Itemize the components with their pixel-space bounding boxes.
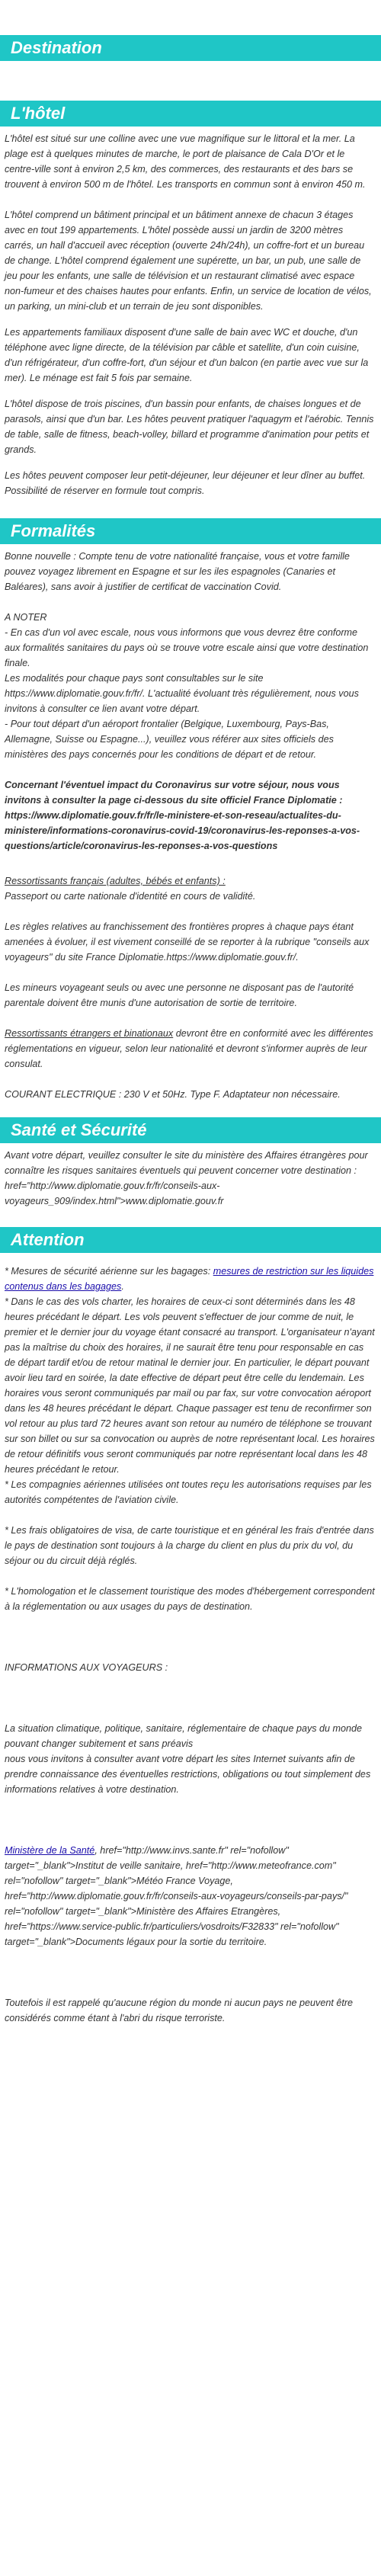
section-attention-heading: Attention	[0, 1227, 381, 1253]
attention-situation-line: nous vous invitons à consulter avant votre départ les sites Internet suivants afin de prendre connaissance des éventuelles restrictions, obligations ou tout simplement des informations relatives à votre destination.	[5, 1754, 371, 1795]
sante-paragraph: Avant votre départ, veuillez consulter le site du ministère des Affaires étrangères pour connaître les risques sanitaires éventuels qui peuvent concerner votre destination : href="http://www.diplomatie.gouv.fr/fr/conseils-aux-voyageurs_909/index.html">www.diplomatie.gouv.fr	[5, 1150, 368, 1206]
ministere-sante-link[interactable]: Ministère de la Santé	[5, 1845, 95, 1856]
formalites-paragraph-intro: Bonne nouvelle : Compte tenu de votre nationalité française, vous et votre famille pouvez voyagez librement en Espagne et sur les iles espagnoles (Canaries et Baléares), sans avoir à justifier de certificat de vaccination Covid.	[5, 551, 350, 592]
attention-baggage-prefix: * Mesures de sécurité aérienne sur les bagages:	[5, 1266, 213, 1277]
attention-charter-paragraph: * Dans le cas des vols charter, les horaires de ceux-ci sont déterminés dans les 48 heures précédant le départ. Les vols peuvent s'effectuer de jour comme de nuit, le premier et le dernier jour du voyage étant consacré au transport. L'organisateur n'ayant pas la maîtrise du choix des horaires, il ne saurait être tenu pour responsable en cas de départ tardif et/ou de retour matinal le dernier jour. En particulier, le départ pouvant avoir lieu tard en soirée, la date effective de départ peut être celle du lendemain. Les horaires vous seront communiqués par mail ou par fax, sur votre convocation aéroport dans les 48 heures précédant le départ. Chaque passager est tenu de reconfirmer son vol retour au plus tard 72 heures avant son retour au numéro de téléphone se trouvant sur son billet ou sur sa convocation ou auprès de notre représentant local. Les horaires de retour définitifs vous seront communiqués par notre représentant local dans les 48 heures précédant le retour.	[5, 1296, 375, 1475]
section-formalites-heading: Formalités	[0, 518, 381, 544]
formalites-minors-paragraph: Les mineurs voyageant seuls ou avec une personne ne disposant pas de l'autorité parentale doivent être munis d'une autorisation de sortie de territoire.	[5, 982, 354, 1008]
attention-ministries-text: , href="http://www.invs.sante.fr" rel="nofollow" target="_blank">Institut de veille sanitaire, href="http://www.meteofrance.com" rel="nofollow" target="_blank">Météo France Voyage, href="http://www.diplomatie.gouv.fr/fr/conseils-aux-voyageurs/conseils-par-pays/" rel="nofollow" target="_blank">Ministère des Affaires Etrangères, href="https://www.service-public.fr/particuliers/vosdroits/F32833" rel="nofollow" target="_blank">Documents légaux pour la sortie du territoire.	[5, 1845, 348, 1947]
formalites-french-nationals-text: Passeport ou carte nationale d'identité en cours de validité.	[5, 891, 256, 902]
formalites-foreign-nationals-text: devront être en conformité avec les différentes réglementations en vigueur, selon leur nationalité et devront s'informer auprès de leur consulat.	[5, 1028, 373, 1069]
formalites-note-title: A NOTER	[5, 612, 47, 623]
formalites-foreign-nationals-title: Ressortissants étrangers et binationaux	[5, 1028, 174, 1039]
hotel-paragraph-pools: L'hôtel dispose de trois piscines, d'un bassin pour enfants, de chaises longues et de parasols, ainsi que d'un bar. Les hôtes peuvent pratiquer l'aquagym et l'aérobic. Tennis de table, salle de fitness, beach-volley, billard et programme d'animation pour petits et grands.	[5, 399, 374, 455]
section-sante-heading: Santé et Sécurité	[0, 1117, 381, 1143]
attention-baggage-paragraph	[5, 1264, 375, 1294]
hotel-paragraph-rooms: Les appartements familiaux disposent d'une salle de bain avec WC et douche, d'un téléphone avec ligne directe, de la télévision par câble et satellite, d'un coin cuisine, d'un réfrigérateur, d'un coffre-fort, d'un séjour et d'un balcon (en partie avec vue sur la mer). Le ménage est fait 5 fois par semaine.	[5, 327, 369, 383]
attention-content	[0, 1253, 381, 2026]
formalites-note-line: Les modalités pour chaque pays sont consultables sur le site https://www.diplomatie.gouv.fr/fr/. L'actualité évoluant très régulièrement, nous vous invitons à consulter ce lien avant votre départ.	[5, 673, 359, 714]
formalites-content	[0, 544, 381, 1102]
attention-homologation-paragraph: * L'homologation et le classement touristique des modes d'hébergement correspondent à la réglementation ou aux usages du pays de destination.	[5, 1586, 375, 1612]
attention-terrorism-paragraph: Toutefois il est rappelé qu'aucune région du monde ni aucun pays ne peuvent être considérés comme étant à l'abri du risque terroriste.	[5, 1998, 354, 2023]
section-destination-heading: Destination	[0, 35, 381, 61]
sante-content	[0, 1143, 381, 1209]
hotel-paragraph-meals: Les hôtes peuvent composer leur petit-déjeuner, leur déjeuner et leur dîner au buffet. Possibilité de réserver en formule tout compris.	[5, 470, 366, 496]
formalites-foreign-nationals-paragraph	[5, 1026, 375, 1072]
hotel-paragraph-buildings: L'hôtel comprend un bâtiment principal et un bâtiment annexe de chacun 3 étages avec en tout 199 appartements. L'hôtel possède aussi un jardin de 3200 mètres carrés, un hall d'accueil avec réception (ouverte 24h/24h), un coffre-fort et un bureau de change. L'hôtel comprend également une supérette, un bar, un pub, une salle de jeu pour les enfants, une salle de télévision et un restaurant climatisé avec espace non-fumeur et des chaises hautes pour enfants. Enfin, un service de location de vélos, un parking, un mini-club et un terrain de jeu sont disponibles.	[5, 210, 372, 312]
attention-airlines-paragraph: * Les compagnies aériennes utilisées ont toutes reçu les autorisations requises par les autorités compétentes de l'aviation civile.	[5, 1479, 372, 1505]
formalites-rules-paragraph: Les règles relatives au franchissement des frontières propres à chaque pays étant amenées à évoluer, il est vivement conseillé de se reporter à la rubrique "conseils aux voyageurs" du site France Diplomatie.https://www.diplomatie.gouv.fr/.	[5, 921, 370, 963]
attention-situation-line: La situation climatique, politique, sanitaire, réglementaire de chaque pays du monde pouvant changer subitement et sans préavis	[5, 1723, 363, 1749]
attention-ministries-paragraph	[5, 1843, 375, 1950]
formalites-electric-current: COURANT ELECTRIQUE : 230 V et 50Hz. Type F. Adaptateur non nécessaire.	[5, 1089, 341, 1100]
formalites-note-line: - Pour tout départ d'un aéroport frontalier (Belgique, Luxembourg, Pays-Bas, Allemagne, Suisse ou Espagne...), veuillez vous référer aux sites officiels des ministères des pays concernés pour les conditions de départ et de retour.	[5, 719, 334, 760]
attention-fees-paragraph: * Les frais obligatoires de visa, de carte touristique et en général les frais d'entrée dans le pays de destination sont toujours à la charge du client en plus du prix du vol, du séjour ou du circuit déjà réglés.	[5, 1525, 374, 1566]
attention-travelers-info-title: INFORMATIONS AUX VOYAGEURS :	[5, 1662, 168, 1673]
formalites-note-line: - En cas d'un vol avec escale, nous vous informons que vous devrez être conforme aux formalités sanitaires du pays où se trouve votre escale ainsi que votre destination finale.	[5, 627, 369, 668]
hotel-content	[0, 127, 381, 498]
baggage-restrictions-link[interactable]: mesures de restriction sur les liquides contenus dans les bagages	[5, 1266, 374, 1292]
formalites-french-nationals-title: Ressortissants français (adultes, bébés et enfants) :	[5, 876, 226, 886]
formalites-coronavirus-paragraph: Concernant l'éventuel impact du Coronavirus sur votre séjour, nous vous invitons à consulter la page ci-dessous du site officiel France Diplomatie : https://www.diplomatie.gouv.fr/fr/le-ministere-et-son-reseau/actualites-du-ministere/informations-coronavirus-covid-19/coronavirus-les-reponses-a-vos-questions/article/coronavirus-les-reponses-a-vos-questions	[5, 780, 360, 851]
hotel-paragraph-location: L'hôtel est situé sur une colline avec une vue magnifique sur le littoral et la mer. La plage est à quelques minutes de marche, le port de plaisance de Cala D'Or et le centre-ville sont à environ 2,5 km, des commerces, des restaurants et des bars se trouvent à environ 500 m de l'hôtel. Les transports en commun sont à environ 450 m.	[5, 133, 366, 190]
section-hotel-heading: L'hôtel	[0, 101, 381, 127]
attention-baggage-suffix: .	[121, 1281, 124, 1292]
